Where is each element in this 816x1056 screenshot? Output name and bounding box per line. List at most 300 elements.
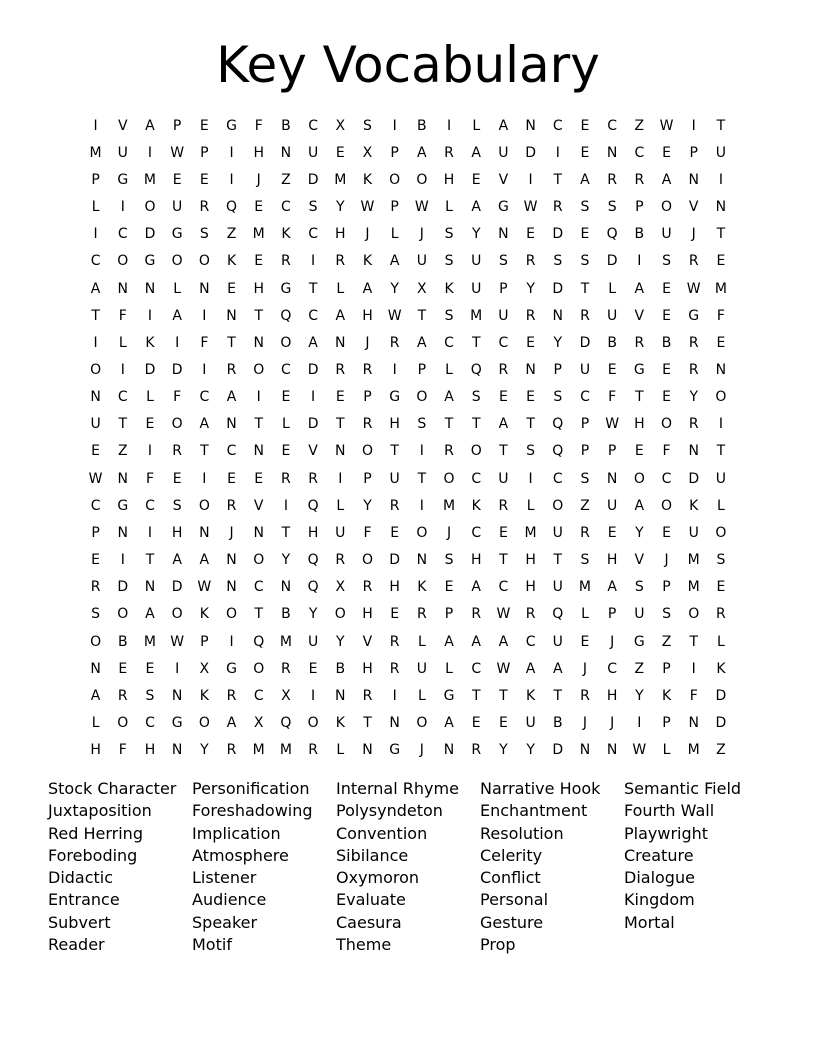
grid-letter[interactable]: Q bbox=[226, 199, 238, 216]
grid-letter[interactable]: H bbox=[90, 742, 101, 759]
grid-letter[interactable]: H bbox=[606, 687, 618, 704]
grid-letter[interactable]: U bbox=[498, 307, 509, 324]
grid-letter[interactable]: U bbox=[416, 253, 427, 270]
grid-letter[interactable]: U bbox=[335, 524, 346, 541]
grid-letter[interactable]: W bbox=[686, 280, 701, 297]
grid-letter[interactable]: Z bbox=[226, 226, 237, 243]
grid-letter[interactable]: T bbox=[553, 552, 563, 569]
grid-letter[interactable]: S bbox=[308, 199, 318, 216]
grid-letter[interactable]: U bbox=[634, 606, 645, 623]
grid-letter[interactable]: E bbox=[580, 226, 590, 243]
grid-letter[interactable]: E bbox=[254, 470, 264, 487]
grid-letter[interactable]: R bbox=[688, 334, 699, 351]
grid-letter[interactable]: S bbox=[145, 687, 155, 704]
grid-letter[interactable]: N bbox=[606, 742, 618, 759]
grid-letter[interactable]: E bbox=[607, 361, 617, 378]
grid-letter[interactable]: C bbox=[199, 389, 210, 406]
grid-letter[interactable]: O bbox=[198, 253, 210, 270]
grid-letter[interactable]: N bbox=[416, 552, 428, 569]
grid-letter[interactable]: A bbox=[552, 660, 563, 677]
grid-letter[interactable]: A bbox=[226, 389, 237, 406]
grid-letter[interactable]: M bbox=[714, 280, 727, 297]
grid-letter[interactable]: P bbox=[91, 524, 100, 541]
grid-letter[interactable]: T bbox=[363, 715, 372, 732]
grid-letter[interactable]: D bbox=[606, 253, 618, 270]
grid-letter[interactable]: J bbox=[446, 524, 452, 541]
grid-letter[interactable]: R bbox=[90, 579, 101, 596]
grid-letter[interactable]: L bbox=[118, 334, 127, 351]
grid-letter[interactable]: E bbox=[281, 443, 291, 460]
grid-letter[interactable]: I bbox=[256, 389, 261, 406]
grid-letter[interactable]: S bbox=[580, 199, 590, 216]
grid-letter[interactable]: Q bbox=[280, 307, 292, 324]
grid-letter[interactable]: T bbox=[580, 280, 590, 297]
grid-letter[interactable]: C bbox=[661, 470, 672, 487]
grid-letter[interactable]: I bbox=[528, 470, 533, 487]
grid-letter[interactable]: I bbox=[691, 660, 696, 677]
grid-letter[interactable]: S bbox=[444, 253, 454, 270]
grid-letter[interactable]: L bbox=[91, 715, 100, 732]
grid-letter[interactable]: Y bbox=[200, 742, 209, 759]
grid-letter[interactable]: F bbox=[363, 524, 372, 541]
grid-letter[interactable]: C bbox=[471, 524, 482, 541]
grid-letter[interactable]: E bbox=[118, 660, 128, 677]
grid-letter[interactable]: E bbox=[227, 470, 236, 487]
grid-letter[interactable]: G bbox=[633, 633, 645, 650]
grid-letter[interactable]: Y bbox=[553, 334, 563, 351]
grid-letter[interactable]: P bbox=[499, 280, 508, 297]
grid-letter[interactable]: D bbox=[552, 742, 564, 759]
grid-letter[interactable]: L bbox=[336, 742, 345, 759]
grid-letter[interactable]: Q bbox=[280, 715, 292, 732]
grid-letter[interactable]: R bbox=[688, 416, 699, 433]
grid-letter[interactable]: N bbox=[606, 470, 618, 487]
grid-letter[interactable]: X bbox=[362, 144, 373, 161]
grid-letter[interactable]: O bbox=[253, 660, 265, 677]
grid-letter[interactable]: U bbox=[307, 633, 319, 650]
grid-letter[interactable]: O bbox=[117, 715, 129, 732]
grid-letter[interactable]: P bbox=[553, 361, 562, 378]
grid-letter[interactable]: V bbox=[498, 171, 509, 188]
grid-letter[interactable]: S bbox=[553, 389, 563, 406]
grid-letter[interactable]: U bbox=[498, 144, 509, 161]
grid-letter[interactable]: U bbox=[661, 226, 672, 243]
grid-letter[interactable]: U bbox=[552, 524, 563, 541]
grid-letter[interactable]: H bbox=[634, 416, 645, 433]
grid-letter[interactable]: C bbox=[471, 470, 482, 487]
grid-letter[interactable]: V bbox=[362, 633, 373, 650]
grid-letter[interactable]: A bbox=[444, 715, 454, 732]
grid-letter[interactable]: N bbox=[90, 660, 101, 677]
grid-letter[interactable]: K bbox=[362, 171, 373, 188]
grid-letter[interactable]: H bbox=[525, 552, 536, 569]
grid-letter[interactable]: E bbox=[172, 171, 182, 188]
grid-letter[interactable]: U bbox=[307, 144, 319, 161]
grid-letter[interactable]: H bbox=[470, 552, 482, 569]
grid-letter[interactable]: X bbox=[335, 579, 346, 596]
grid-letter[interactable]: I bbox=[718, 171, 723, 188]
grid-letter[interactable]: O bbox=[470, 443, 482, 460]
grid-letter[interactable]: E bbox=[145, 416, 155, 433]
grid-letter[interactable]: M bbox=[334, 171, 347, 188]
grid-letter[interactable]: U bbox=[525, 715, 536, 732]
grid-letter[interactable]: O bbox=[389, 171, 401, 188]
grid-letter[interactable]: A bbox=[172, 552, 182, 569]
grid-letter[interactable]: N bbox=[525, 361, 536, 378]
grid-letter[interactable]: I bbox=[446, 117, 452, 134]
grid-letter[interactable]: D bbox=[307, 416, 319, 433]
grid-letter[interactable]: L bbox=[472, 117, 481, 134]
grid-letter[interactable]: I bbox=[718, 416, 723, 433]
grid-letter[interactable]: C bbox=[226, 443, 237, 460]
grid-letter[interactable]: A bbox=[471, 144, 481, 161]
grid-letter[interactable]: Z bbox=[634, 660, 645, 677]
grid-letter[interactable]: R bbox=[389, 633, 400, 650]
grid-letter[interactable]: G bbox=[171, 226, 183, 243]
grid-letter[interactable]: Y bbox=[336, 199, 345, 216]
grid-letter[interactable]: R bbox=[444, 443, 454, 460]
grid-letter[interactable]: C bbox=[607, 660, 618, 677]
grid-letter[interactable]: R bbox=[525, 253, 536, 270]
grid-letter[interactable]: V bbox=[634, 552, 645, 569]
grid-letter[interactable]: Q bbox=[307, 579, 319, 596]
grid-letter[interactable]: T bbox=[499, 443, 508, 460]
grid-letter[interactable]: O bbox=[416, 715, 428, 732]
grid-letter[interactable]: F bbox=[689, 687, 698, 704]
grid-letter[interactable]: X bbox=[417, 280, 427, 297]
grid-letter[interactable]: E bbox=[91, 443, 101, 460]
grid-letter[interactable]: O bbox=[117, 253, 129, 270]
grid-letter[interactable]: E bbox=[91, 552, 101, 569]
grid-letter[interactable]: P bbox=[390, 144, 399, 161]
grid-letter[interactable]: R bbox=[226, 687, 237, 704]
grid-letter[interactable]: N bbox=[525, 117, 536, 134]
grid-letter[interactable]: D bbox=[171, 361, 183, 378]
grid-letter[interactable]: W bbox=[170, 144, 185, 161]
grid-letter[interactable]: O bbox=[171, 416, 183, 433]
grid-letter[interactable]: N bbox=[144, 280, 156, 297]
grid-letter[interactable]: H bbox=[525, 579, 536, 596]
grid-letter[interactable]: W bbox=[197, 579, 212, 596]
grid-letter[interactable]: B bbox=[281, 606, 291, 623]
grid-letter[interactable]: O bbox=[226, 606, 238, 623]
grid-letter[interactable]: R bbox=[688, 361, 699, 378]
grid-letter[interactable]: C bbox=[253, 579, 264, 596]
grid-letter[interactable]: D bbox=[552, 226, 564, 243]
grid-letter[interactable]: W bbox=[170, 633, 185, 650]
grid-letter[interactable]: K bbox=[716, 660, 726, 677]
grid-letter[interactable]: T bbox=[471, 334, 481, 351]
grid-letter[interactable]: C bbox=[552, 470, 563, 487]
grid-letter[interactable]: O bbox=[144, 199, 156, 216]
grid-letter[interactable]: P bbox=[635, 199, 644, 216]
grid-letter[interactable]: K bbox=[526, 687, 536, 704]
grid-letter[interactable]: P bbox=[363, 470, 372, 487]
grid-letter[interactable]: C bbox=[634, 144, 645, 161]
grid-letter[interactable]: E bbox=[390, 524, 400, 541]
grid-letter[interactable]: R bbox=[471, 742, 482, 759]
grid-letter[interactable]: O bbox=[90, 361, 102, 378]
grid-letter[interactable]: M bbox=[578, 579, 592, 596]
grid-letter[interactable]: U bbox=[552, 579, 563, 596]
grid-letter[interactable]: T bbox=[471, 416, 481, 433]
grid-letter[interactable]: I bbox=[229, 171, 234, 188]
grid-letter[interactable]: N bbox=[552, 307, 564, 324]
grid-letter[interactable]: S bbox=[172, 497, 182, 514]
grid-letter[interactable]: E bbox=[662, 389, 671, 406]
grid-letter[interactable]: E bbox=[308, 660, 318, 677]
grid-letter[interactable]: X bbox=[335, 117, 346, 134]
grid-letter[interactable]: H bbox=[144, 742, 156, 759]
grid-letter[interactable]: S bbox=[634, 579, 644, 596]
grid-letter[interactable]: B bbox=[661, 334, 672, 351]
grid-letter[interactable]: K bbox=[417, 579, 427, 596]
grid-letter[interactable]: Q bbox=[470, 361, 482, 378]
grid-letter[interactable]: N bbox=[253, 524, 264, 541]
grid-letter[interactable]: K bbox=[281, 226, 291, 243]
grid-letter[interactable]: D bbox=[144, 226, 156, 243]
grid-letter[interactable]: R bbox=[226, 742, 237, 759]
grid-letter[interactable]: Q bbox=[552, 443, 564, 460]
grid-letter[interactable]: C bbox=[308, 226, 318, 243]
grid-letter[interactable]: R bbox=[471, 606, 482, 623]
grid-letter[interactable]: I bbox=[120, 361, 125, 378]
grid-letter[interactable]: I bbox=[202, 361, 207, 378]
grid-letter[interactable]: N bbox=[688, 443, 699, 460]
grid-letter[interactable]: K bbox=[661, 687, 672, 704]
grid-letter[interactable]: E bbox=[498, 524, 508, 541]
grid-letter[interactable]: R bbox=[552, 199, 563, 216]
grid-letter[interactable]: S bbox=[444, 307, 454, 324]
grid-letter[interactable]: B bbox=[634, 226, 645, 243]
grid-letter[interactable]: I bbox=[691, 117, 696, 134]
grid-letter[interactable]: I bbox=[229, 144, 234, 161]
grid-letter[interactable]: R bbox=[117, 687, 128, 704]
grid-letter[interactable]: S bbox=[662, 253, 671, 270]
grid-letter[interactable]: J bbox=[664, 552, 669, 569]
grid-letter[interactable]: S bbox=[716, 552, 726, 569]
grid-letter[interactable]: P bbox=[363, 389, 372, 406]
grid-letter[interactable]: O bbox=[307, 715, 319, 732]
grid-letter[interactable]: U bbox=[552, 633, 563, 650]
grid-letter[interactable]: H bbox=[443, 171, 455, 188]
grid-letter[interactable]: E bbox=[607, 524, 617, 541]
grid-letter[interactable]: C bbox=[498, 334, 509, 351]
grid-letter[interactable]: R bbox=[362, 579, 373, 596]
grid-letter[interactable]: K bbox=[226, 253, 237, 270]
grid-letter[interactable]: T bbox=[716, 226, 726, 243]
grid-letter[interactable]: L bbox=[146, 389, 154, 406]
grid-letter[interactable]: C bbox=[552, 117, 563, 134]
grid-letter[interactable]: T bbox=[526, 416, 535, 433]
grid-letter[interactable]: A bbox=[145, 606, 155, 623]
grid-letter[interactable]: H bbox=[253, 280, 264, 297]
grid-letter[interactable]: M bbox=[442, 497, 456, 514]
grid-letter[interactable]: F bbox=[200, 334, 209, 351]
grid-letter[interactable]: L bbox=[417, 687, 426, 704]
grid-letter[interactable]: E bbox=[172, 470, 182, 487]
grid-letter[interactable]: I bbox=[120, 199, 125, 216]
grid-letter[interactable]: A bbox=[498, 416, 509, 433]
grid-letter[interactable]: O bbox=[661, 497, 673, 514]
grid-letter[interactable]: T bbox=[281, 524, 291, 541]
grid-letter[interactable]: U bbox=[117, 144, 128, 161]
grid-letter[interactable]: E bbox=[716, 579, 726, 596]
grid-letter[interactable]: O bbox=[661, 416, 673, 433]
grid-letter[interactable]: G bbox=[443, 687, 455, 704]
grid-letter[interactable]: A bbox=[417, 334, 427, 351]
grid-letter[interactable]: E bbox=[444, 579, 454, 596]
grid-letter[interactable]: N bbox=[280, 144, 292, 161]
grid-letter[interactable]: I bbox=[93, 117, 98, 134]
grid-letter[interactable]: L bbox=[282, 416, 290, 433]
grid-letter[interactable]: A bbox=[145, 117, 155, 134]
grid-letter[interactable]: N bbox=[117, 470, 129, 487]
grid-letter[interactable]: E bbox=[471, 171, 481, 188]
grid-letter[interactable]: Z bbox=[634, 117, 645, 134]
grid-letter[interactable]: C bbox=[90, 253, 101, 270]
grid-letter[interactable]: G bbox=[226, 660, 237, 677]
grid-letter[interactable]: I bbox=[120, 552, 125, 569]
grid-letter[interactable]: C bbox=[117, 389, 128, 406]
grid-letter[interactable]: E bbox=[199, 171, 209, 188]
grid-letter[interactable]: I bbox=[175, 660, 180, 677]
grid-letter[interactable]: N bbox=[688, 171, 699, 188]
grid-letter[interactable]: D bbox=[307, 361, 319, 378]
grid-letter[interactable]: N bbox=[253, 443, 264, 460]
grid-letter[interactable]: O bbox=[715, 389, 727, 406]
grid-letter[interactable]: A bbox=[199, 552, 210, 569]
grid-letter[interactable]: B bbox=[117, 633, 128, 650]
grid-letter[interactable]: U bbox=[471, 280, 482, 297]
grid-letter[interactable]: P bbox=[417, 361, 427, 378]
grid-letter[interactable]: A bbox=[172, 307, 182, 324]
grid-letter[interactable]: U bbox=[389, 470, 400, 487]
grid-letter[interactable]: I bbox=[93, 226, 98, 243]
grid-letter[interactable]: S bbox=[580, 552, 590, 569]
grid-letter[interactable]: T bbox=[553, 171, 563, 188]
grid-letter[interactable]: A bbox=[226, 715, 237, 732]
grid-letter[interactable]: E bbox=[662, 144, 671, 161]
grid-letter[interactable]: S bbox=[199, 226, 209, 243]
grid-letter[interactable]: Y bbox=[281, 552, 291, 569]
grid-letter[interactable]: N bbox=[335, 687, 346, 704]
grid-letter[interactable]: R bbox=[525, 307, 536, 324]
grid-letter[interactable]: J bbox=[419, 226, 424, 243]
grid-letter[interactable]: P bbox=[390, 199, 399, 216]
grid-letter[interactable]: J bbox=[256, 171, 261, 188]
grid-letter[interactable]: E bbox=[580, 117, 590, 134]
grid-letter[interactable]: N bbox=[579, 742, 591, 759]
grid-letter[interactable]: H bbox=[307, 524, 319, 541]
grid-letter[interactable]: X bbox=[281, 687, 291, 704]
grid-letter[interactable]: I bbox=[637, 253, 642, 270]
grid-letter[interactable]: C bbox=[145, 715, 155, 732]
grid-letter[interactable]: E bbox=[662, 361, 671, 378]
grid-letter[interactable]: J bbox=[229, 524, 234, 541]
grid-letter[interactable]: A bbox=[389, 253, 400, 270]
grid-letter[interactable]: U bbox=[688, 524, 699, 541]
grid-letter[interactable]: A bbox=[471, 579, 481, 596]
grid-letter[interactable]: E bbox=[526, 389, 536, 406]
grid-letter[interactable]: T bbox=[390, 443, 399, 460]
grid-letter[interactable]: O bbox=[198, 497, 210, 514]
grid-letter[interactable]: I bbox=[202, 307, 207, 324]
grid-letter[interactable]: N bbox=[171, 687, 183, 704]
grid-letter[interactable]: N bbox=[362, 742, 373, 759]
grid-letter[interactable]: E bbox=[254, 253, 264, 270]
grid-letter[interactable]: A bbox=[444, 389, 454, 406]
grid-letter[interactable]: Y bbox=[635, 687, 644, 704]
grid-letter[interactable]: M bbox=[687, 579, 700, 596]
grid-letter[interactable]: H bbox=[253, 144, 264, 161]
grid-letter[interactable]: R bbox=[580, 524, 590, 541]
grid-letter[interactable]: O bbox=[253, 361, 265, 378]
grid-letter[interactable]: N bbox=[144, 579, 156, 596]
grid-letter[interactable]: U bbox=[471, 253, 482, 270]
grid-letter[interactable]: I bbox=[229, 633, 234, 650]
grid-letter[interactable]: K bbox=[199, 606, 209, 623]
grid-letter[interactable]: O bbox=[253, 552, 265, 569]
grid-letter[interactable]: W bbox=[496, 660, 511, 677]
grid-letter[interactable]: E bbox=[335, 389, 345, 406]
grid-letter[interactable]: X bbox=[199, 660, 210, 677]
grid-letter[interactable]: O bbox=[552, 497, 564, 514]
grid-letter[interactable]: A bbox=[90, 687, 101, 704]
grid-letter[interactable]: N bbox=[226, 307, 237, 324]
grid-letter[interactable]: M bbox=[252, 742, 265, 759]
grid-letter[interactable]: L bbox=[91, 199, 100, 216]
grid-letter[interactable]: H bbox=[389, 416, 400, 433]
grid-letter[interactable]: W bbox=[496, 606, 511, 623]
grid-letter[interactable]: P bbox=[580, 416, 590, 433]
grid-letter[interactable]: D bbox=[579, 334, 591, 351]
grid-letter[interactable]: M bbox=[89, 144, 102, 161]
grid-letter[interactable]: N bbox=[389, 715, 400, 732]
grid-letter[interactable]: R bbox=[281, 253, 291, 270]
grid-letter[interactable]: O bbox=[633, 470, 645, 487]
grid-letter[interactable]: H bbox=[362, 660, 373, 677]
grid-letter[interactable]: H bbox=[362, 606, 373, 623]
grid-letter[interactable]: L bbox=[417, 633, 426, 650]
grid-letter[interactable]: S bbox=[471, 389, 481, 406]
grid-letter[interactable]: T bbox=[254, 416, 263, 433]
grid-letter[interactable]: P bbox=[580, 443, 590, 460]
grid-letter[interactable]: G bbox=[144, 253, 156, 270]
grid-letter[interactable]: K bbox=[689, 497, 699, 514]
grid-letter[interactable]: T bbox=[308, 280, 318, 297]
grid-letter[interactable]: V bbox=[634, 307, 645, 324]
grid-letter[interactable]: J bbox=[610, 633, 615, 650]
grid-letter[interactable]: Z bbox=[117, 443, 128, 460]
grid-letter[interactable]: O bbox=[416, 171, 428, 188]
grid-letter[interactable]: O bbox=[90, 633, 102, 650]
grid-letter[interactable]: C bbox=[580, 389, 590, 406]
grid-letter[interactable]: I bbox=[311, 253, 316, 270]
grid-letter[interactable]: N bbox=[171, 742, 183, 759]
grid-letter[interactable]: O bbox=[661, 199, 673, 216]
grid-letter[interactable]: C bbox=[145, 497, 155, 514]
grid-letter[interactable]: S bbox=[91, 606, 101, 623]
grid-letter[interactable]: E bbox=[145, 660, 155, 677]
grid-letter[interactable]: S bbox=[662, 606, 671, 623]
grid-letter[interactable]: D bbox=[144, 361, 156, 378]
grid-letter[interactable]: B bbox=[335, 660, 346, 677]
grid-letter[interactable]: I bbox=[93, 334, 98, 351]
grid-letter[interactable]: G bbox=[389, 742, 401, 759]
grid-letter[interactable]: W bbox=[523, 199, 538, 216]
grid-letter[interactable]: N bbox=[253, 334, 264, 351]
